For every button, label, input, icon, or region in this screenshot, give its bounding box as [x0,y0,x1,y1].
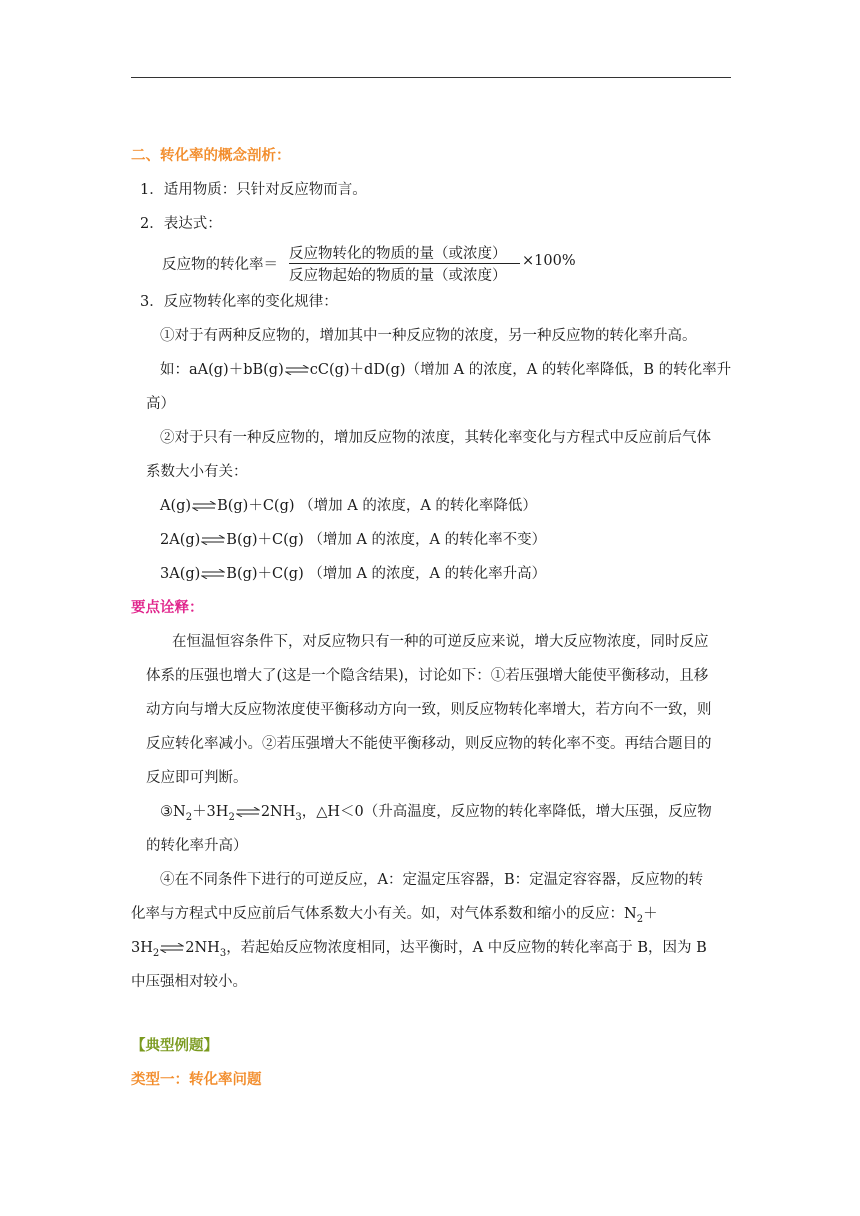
rule-single-reactant: ②对于只有一种反应物的，增加反应物的浓度，其转化率变化与方程式中反应前后气体 [160,430,711,446]
text: ，若起始反应物浓度相同，达平衡时，A 中反应物的转化率高于 B，因为 B [226,940,707,956]
conditions-paragraph-line [131,904,658,930]
equilibrium-arrow-icon [285,365,309,375]
reaction-right: B(g)＋C(g) （增加 A 的浓度，A 的转化率降低） [217,498,537,514]
reaction-left: 3A(g) [160,566,201,582]
formula-numerator: 反应物转化的物质的量（或浓度） [289,246,507,262]
text: 3H [131,940,153,956]
keypoints-paragraph-line: 体系的压强也增大了(这是一个隐含结果)，讨论如下：①若压强增大能使平衡移动，且移 [146,668,709,684]
subscript: 3 [295,811,302,823]
formula-denominator: 反应物起始的物质的量（或浓度） [289,268,507,284]
formula-percent: ×100% [522,253,576,269]
text: 化率与方程式中反应前后气体系数大小有关。如，对气体系数和缩小的反应：N [131,906,637,922]
reaction-row-3 [160,564,546,584]
text: ＋3H [192,804,229,820]
rule-single-reactant-cont: 系数大小有关： [146,464,248,480]
section-heading: 二、转化率的概念剖析： [131,147,291,164]
item-applicable: 1．适用物质：只针对反应物而言。 [140,182,367,198]
ammonia-equation [160,802,712,828]
text: 2NH [185,940,220,956]
equilibrium-arrow-icon [201,569,225,579]
conditions-paragraph-line [131,938,707,964]
keypoints-paragraph-line: 反应转化率减小。②若压强增大不能使平衡移动，则反应物的转化率不变。再结合题目的 [146,736,712,752]
reaction-right: B(g)＋C(g) （增加 A 的浓度，A 的转化率升高） [226,566,547,582]
keypoints-paragraph-line: 在恒温恒容条件下，对反应物只有一种的可逆反应来说，增大反应物浓度，同时反应 [172,634,709,650]
ammonia-continuation: 的转化率升高） [146,838,248,854]
subscript: 2 [185,811,193,823]
keypoints-paragraph-line: 动方向与增大反应物浓度使平衡移动方向一致，则反应物转化率增大，若方向不一致，则 [146,702,712,718]
reaction-right: B(g)＋C(g) （增加 A 的浓度，A 的转化率不变） [226,532,547,548]
equilibrium-arrow-icon [192,501,216,511]
example-equation [160,360,731,380]
text: 2NH [260,804,296,820]
header-rule [131,77,731,78]
item-expression: 2．表达式： [140,216,222,232]
formula-lhs: 反应物的转化率＝ [162,257,278,273]
text: ，△H＜0（升高温度，反应物的转化率降低，增大压强，反应物 [301,804,712,820]
reaction-row-1 [160,496,537,516]
type-one-heading: 类型一：转化率问题 [131,1071,262,1088]
subscript: 2 [636,913,644,925]
subscript: 3 [219,947,227,959]
equation-right: cC(g)＋dD(g)（增加 A 的浓度，A 的转化率降低，B 的转化率升 [309,362,732,378]
conditions-paragraph-line: ④在不同条件下进行的可逆反应，A：定温定压容器，B：定温定容容器，反应物的转 [160,872,704,888]
keypoints-paragraph-line: 反应即可判断。 [146,770,248,786]
conditions-paragraph-line: 中压强相对较小。 [131,974,247,990]
text: ③N [160,804,186,820]
rule-two-reactants: ①对于有两种反应物的，增加其中一种反应物的浓度，另一种反应物的转化率升高。 [160,328,697,344]
equation-left: 如：aA(g)＋bB(g) [160,362,284,378]
examples-heading: 【典型例题】 [131,1037,218,1054]
subscript: 2 [228,811,235,823]
reaction-left: A(g) [160,498,192,514]
text: ＋ [643,906,658,922]
item-rules: 3．反应物转化率的变化规律： [140,294,338,310]
equilibrium-arrow-icon [160,943,184,953]
reaction-left: 2A(g) [160,532,201,548]
keypoints-heading: 要点诠释： [131,599,204,616]
reaction-row-2 [160,530,546,550]
example-continuation: 高） [146,396,175,412]
subscript: 2 [152,947,160,959]
equilibrium-arrow-icon [201,535,225,545]
equilibrium-arrow-icon [236,807,260,817]
